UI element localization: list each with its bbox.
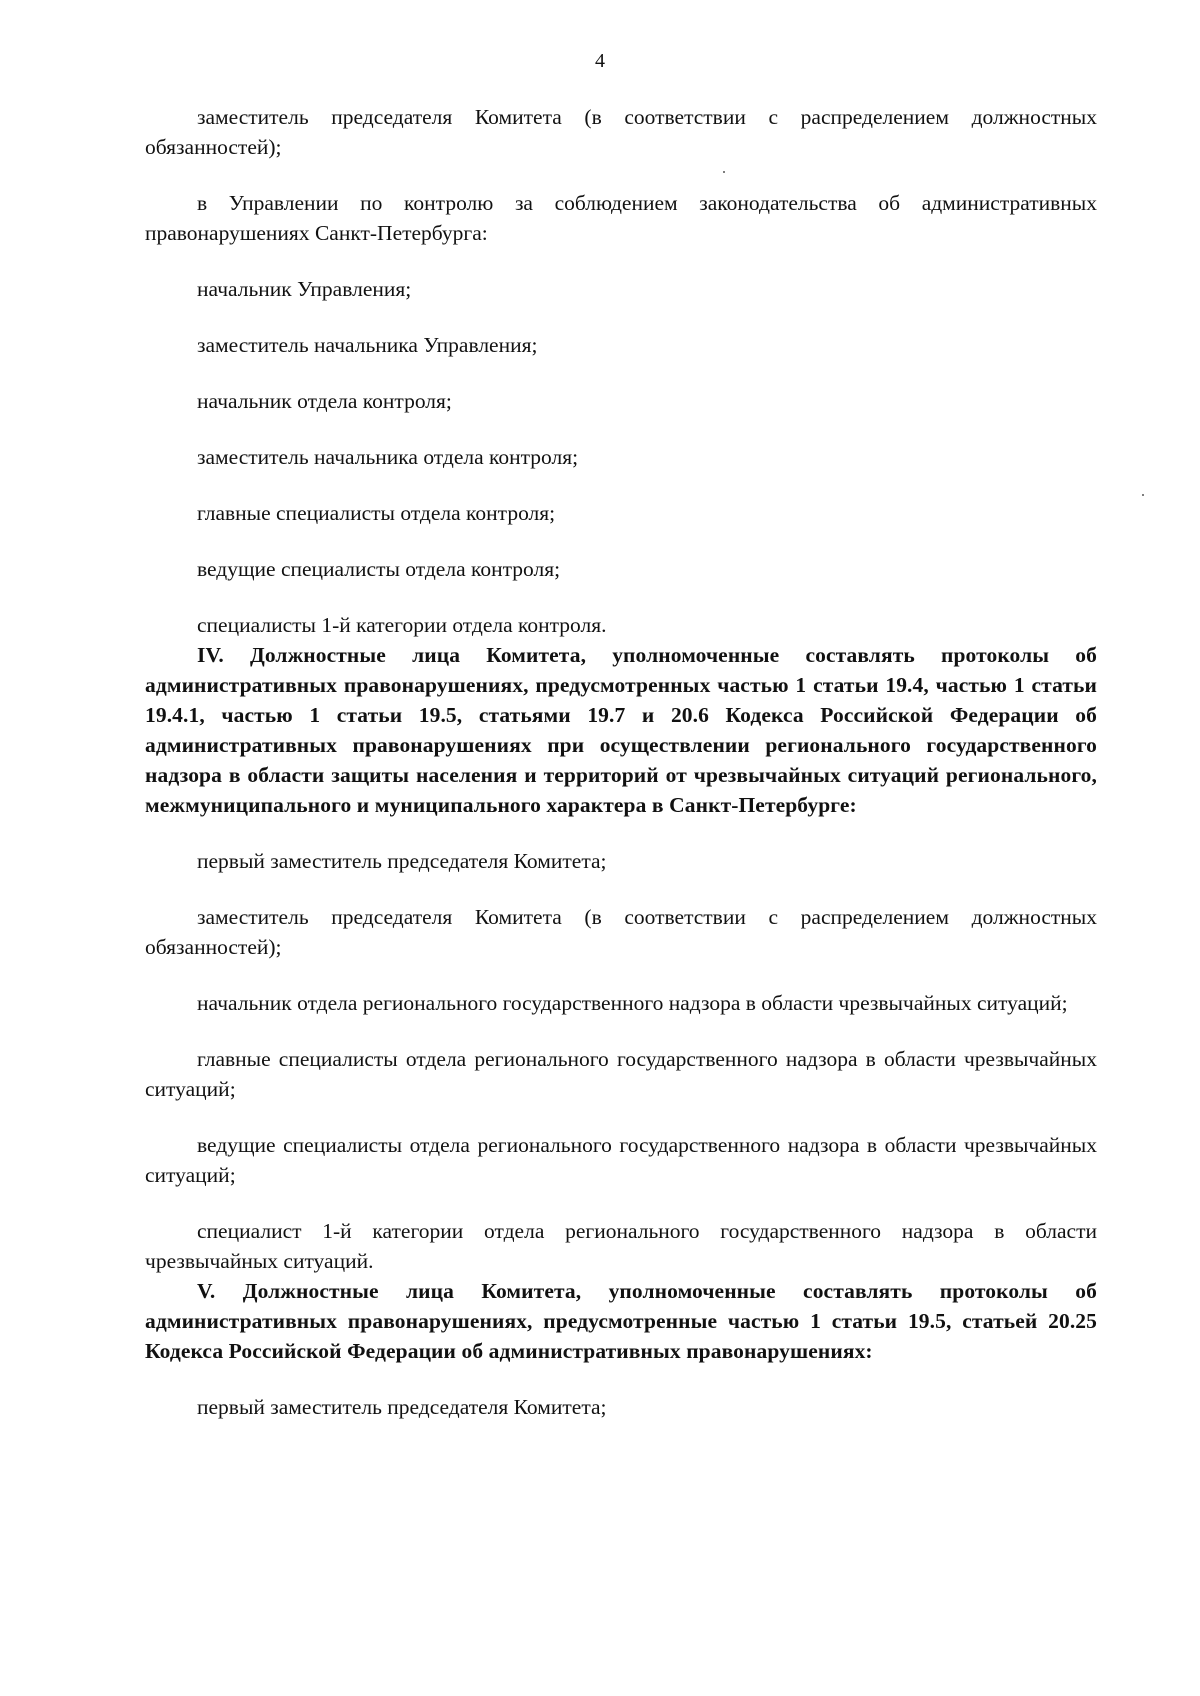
list-item: специалист 1-й категории отдела регионального государственного надзора в области чрезвычайных ситуаций. [145, 1219, 1097, 1273]
list-item: первый заместитель председателя Комитета; [197, 1395, 607, 1419]
document-body [145, 102, 1097, 1422]
list-item: специалисты 1-й категории отдела контроля. [197, 613, 607, 637]
list-item: заместитель начальника отдела контроля; [197, 445, 579, 469]
page-number: 4 [595, 50, 605, 72]
scan-speck [1142, 494, 1144, 496]
paragraph: заместитель председателя Комитета (в соответствии с распределением должностных обязанностей); [145, 105, 1097, 159]
list-item: начальник отдела регионального государственного надзора в области чрезвычайных ситуаций; [197, 991, 1068, 1015]
list-item: заместитель начальника Управления; [197, 333, 538, 357]
list-item: заместитель председателя Комитета (в соответствии с распределением должностных обязанностей); [145, 905, 1097, 959]
list-item: ведущие специалисты отдела контроля; [197, 557, 561, 581]
scan-speck [723, 171, 725, 173]
list-item: главные специалисты отдела контроля; [197, 501, 556, 525]
list-item: начальник отдела контроля; [197, 389, 452, 413]
section-heading-v: V. Должностные лица Комитета, уполномоченные составлять протоколы об административных правонарушениях, предусмотренные частью 1 статьи 19.5, статьей 20.25 Кодекса Российской Федерации об административных правонарушениях: [145, 1279, 1097, 1363]
list-item: ведущие специалисты отдела регионального государственного надзора в области чрезвычайных ситуаций; [145, 1133, 1097, 1187]
list-item: первый заместитель председателя Комитета; [197, 849, 607, 873]
list-item: главные специалисты отдела регионального государственного надзора в области чрезвычайных ситуаций; [145, 1047, 1097, 1101]
section-heading-iv: IV. Должностные лица Комитета, уполномоченные составлять протоколы об административных правонарушениях, предусмотренных частью 1 статьи 19.4, частью 1 статьи 19.4.1, частью 1 статьи 19.5, статьями 19.7 и 20.6 Кодекса Российской Федерации об административных правонарушениях при осуществлении регионального государственного надзора в области защиты населения и территорий от чрезвычайных ситуаций регионального, межмуниципального и муниципального характера в Санкт-Петербурге: [145, 643, 1097, 817]
paragraph: в Управлении по контролю за соблюдением законодательства об административных правонарушениях Санкт-Петербурга: [145, 191, 1097, 245]
list-item: начальник Управления; [197, 277, 412, 301]
